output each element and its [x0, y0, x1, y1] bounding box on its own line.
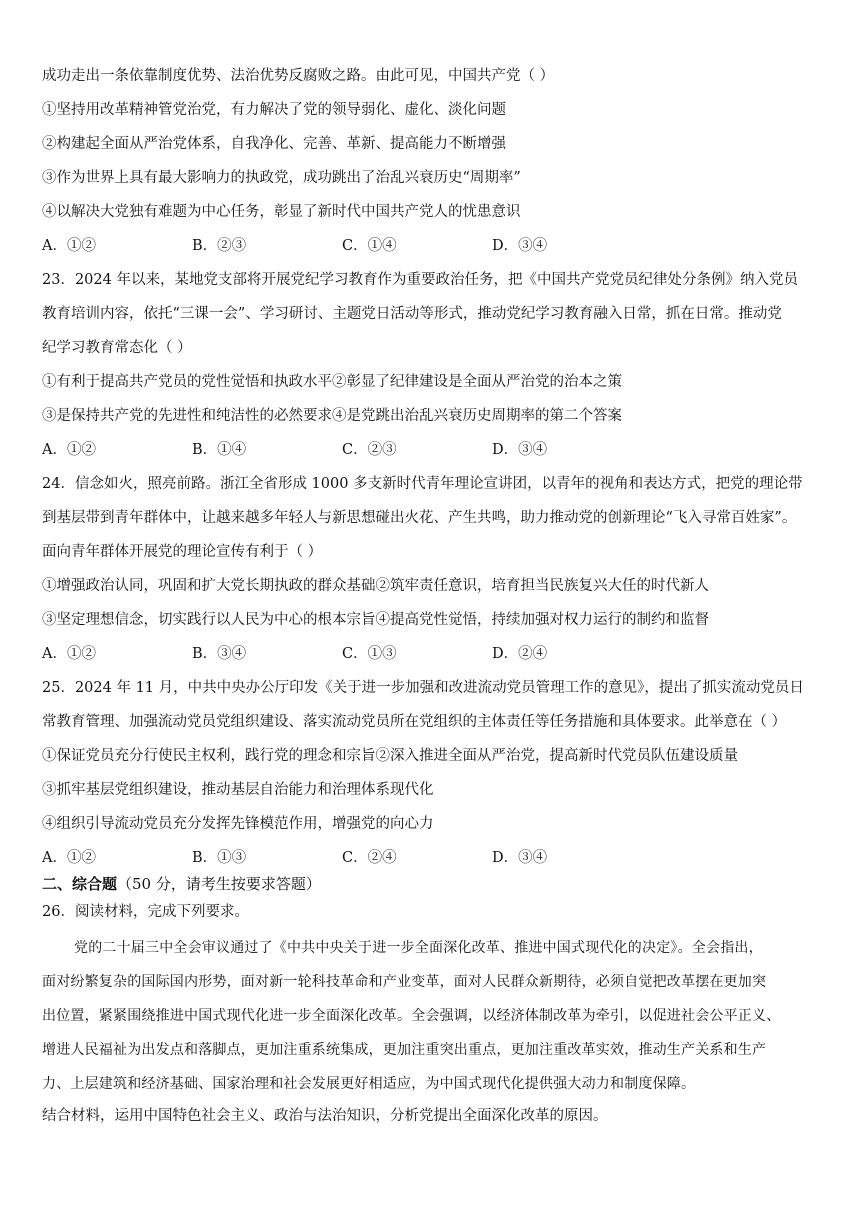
q24-item-line-1: ①增强政治认同，巩固和扩大党长期执政的群众基础②筑牢责任意识，培育担当民族复兴大任的时代新人	[42, 578, 709, 594]
q23-option-a[interactable]: A．①②	[42, 442, 96, 458]
q26-material-line-1: 党的二十届三中全会审议通过了《中共中央关于进一步全面深化改革、推进中国式现代化的决定》。全会指出，	[74, 940, 763, 956]
q23-options	[42, 440, 832, 460]
q23-option-c[interactable]: C．②③	[342, 442, 397, 458]
q26-material-line-4: 增进人民福祉为出发点和落脚点，更加注重系统集成，更加注重突出重点，更加注重改革实效，推动生产关系和生产	[42, 1042, 767, 1058]
q24-option-a[interactable]: A．①②	[42, 646, 96, 662]
q24-option-b[interactable]: B．③④	[192, 646, 247, 662]
q26-material-line-2: 面对纷繁复杂的国际国内形势，面对新一轮科技革命和产业变革，面对人民群众新期待，必须自觉把改革摆在更加突	[42, 974, 767, 990]
section-2-heading	[42, 874, 321, 894]
q25-item-line-2: ③抓牢基层党组织建设，推动基层自治能力和治理体系现代化	[42, 782, 434, 798]
q24-option-c[interactable]: C．①③	[342, 646, 397, 662]
q22-item-4: ④以解决大党独有难题为中心任务，彰显了新时代中国共产党人的忧患意识	[42, 204, 521, 220]
q26-task: 结合材料，运用中国特色社会主义、政治与法治知识，分析党提出全面深化改革的原因。	[42, 1108, 608, 1124]
q26-stem: 26．阅读材料，完成下列要求。	[42, 904, 249, 920]
q23-stem-line-1: 23．2024 年以来，某地党支部将开展党纪学习教育作为重要政治任务，把《中国共产党党员纪律处分条例》纳入党员	[42, 272, 798, 288]
q24-options	[42, 644, 832, 664]
q25-stem-line-2: 常教育管理、加强流动党员党组织建设、落实流动党员所在党组织的主体责任等任务措施和具体要求。此举意在（ ）	[42, 714, 787, 730]
q25-option-a[interactable]: A．①②	[42, 850, 96, 866]
q23-option-b[interactable]: B．①④	[192, 442, 247, 458]
q22-item-2: ②构建起全面从严治党体系，自我净化、完善、革新、提高能力不断增强	[42, 136, 506, 152]
q25-options	[42, 848, 832, 868]
q25-option-c[interactable]: C．②④	[342, 850, 397, 866]
section-2-title: 二、综合题	[42, 875, 118, 893]
q24-stem-line-1: 24．信念如火，照亮前路。浙江全省形成 1000 多支新时代青年理论宣讲团，以青年的视角和表达方式，把党的理论带	[42, 476, 803, 492]
section-2-note: （50 分，请考生按要求答题）	[117, 875, 321, 893]
q22-option-a[interactable]: A．①②	[42, 238, 96, 254]
q24-option-d[interactable]: D．②④	[492, 646, 548, 662]
q23-item-line-2: ③是保持共产党的先进性和纯洁性的必然要求④是党跳出治乱兴衰历史周期率的第二个答案	[42, 408, 622, 424]
q23-stem-line-3: 纪学习教育常态化（ ）	[42, 340, 192, 356]
q24-stem-line-2: 到基层带到青年群体中，让越来越多年轻人与新思想碰出火花、产生共鸣，助力推动党的创新理论“飞入寻常百姓家”。	[42, 510, 797, 526]
q24-stem-line-3: 面向青年群体开展党的理论宣传有利于（ ）	[42, 544, 323, 560]
q23-option-d[interactable]: D．③④	[492, 442, 548, 458]
q25-item-line-1: ①保证党员充分行使民主权利，践行党的理念和宗旨②深入推进全面从严治党，提高新时代党员队伍建设质量	[42, 748, 738, 764]
q23-item-line-1: ①有利于提高共产党员的党性觉悟和执政水平②彰显了纪律建设是全面从严治党的治本之策	[42, 374, 622, 390]
q24-item-line-2: ③坚定理想信念，切实践行以人民为中心的根本宗旨④提高党性觉悟，持续加强对权力运行的制约和监督	[42, 612, 709, 628]
q22-option-b[interactable]: B．②③	[192, 238, 247, 254]
q22-options	[42, 236, 832, 256]
q23-stem-line-2: 教育培训内容，依托“三课一会”、学习研讨、主题党日活动等形式，推动党纪学习教育融入日常，抓在日常。推动党	[42, 306, 782, 322]
q25-option-b[interactable]: B．①③	[192, 850, 247, 866]
q22-item-3: ③作为世界上具有最大影响力的执政党，成功跳出了治乱兴衰历史“周期率”	[42, 170, 521, 186]
q22-item-1: ①坚持用改革精神管党治党，有力解决了党的领导弱化、虚化、淡化问题	[42, 102, 506, 118]
q25-item-line-3: ④组织引导流动党员充分发挥先锋模范作用，增强党的向心力	[42, 816, 434, 832]
q22-option-c[interactable]: C．①④	[342, 238, 397, 254]
q26-material-line-3: 出位置，紧紧围绕推进中国式现代化进一步全面深化改革。全会强调，以经济体制改革为牵引，以促进社会公平正义、	[42, 1008, 781, 1024]
q25-stem-line-1: 25．2024 年 11 月，中共中央办公厅印发《关于进一步加强和改进流动党员管理工作的意见》，提出了抓实流动党员日	[42, 680, 804, 696]
q26-material-line-5: 力、上层建筑和经济基础、国家治理和社会发展更好相适应，为中国式现代化提供强大动力和制度保障。	[42, 1076, 696, 1092]
q22-option-d[interactable]: D．③④	[492, 238, 548, 254]
q25-option-d[interactable]: D．③④	[492, 850, 548, 866]
q22-stem-tail: 成功走出一条依靠制度优势、法治优势反腐败之路。由此可见，中国共产党（ ）	[42, 68, 555, 84]
